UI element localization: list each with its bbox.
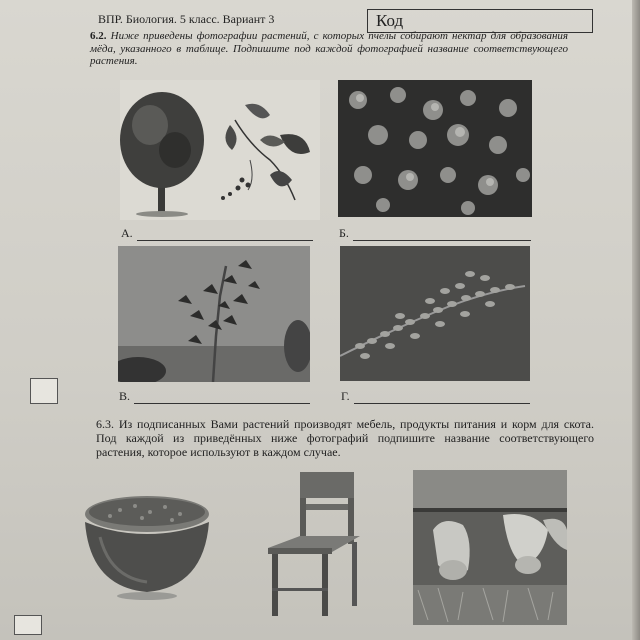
answer-v-field[interactable] (134, 393, 310, 404)
answer-a-field[interactable] (137, 230, 313, 241)
task-6-3-number: 6.3. (96, 417, 114, 431)
answer-g (341, 389, 530, 404)
answer-a (121, 226, 313, 241)
task-6-2-text (90, 30, 568, 68)
answer-v-label: В. (119, 389, 131, 403)
photo-buckwheat (118, 246, 310, 382)
score-box-6-3[interactable] (14, 615, 42, 635)
task-6-2-body: Ниже приведены фотографии растений, с которых пчёлы собирают нектар для образования мёда, указанного в таблице. Подпишите под каждой фотографией название соответствующего растения. (90, 30, 569, 67)
answer-a-label: А. (121, 226, 133, 240)
photo-clover (338, 80, 532, 217)
task-6-2-number: 6.2. (90, 30, 107, 42)
photo-wooden-chair (266, 470, 364, 620)
answer-g-label: Г. (341, 389, 350, 403)
page-edge (632, 0, 640, 640)
answer-g-field[interactable] (354, 393, 530, 404)
task-6-3-text (96, 417, 594, 459)
score-box-6-2[interactable] (30, 378, 58, 404)
answer-v (119, 389, 310, 404)
photo-buckwheat-bowl (80, 492, 214, 602)
code-label: Код (376, 11, 404, 30)
photo-cows (413, 470, 567, 625)
answer-b-field[interactable] (353, 230, 531, 241)
answer-b-label: Б. (339, 226, 349, 240)
task-6-3-body: Из подписанных Вами растений производят мебель, продукты питания и корм для скота. Под каждой из приведённых ниже фотографий подпишите название соответствующего растения, которое используют в каждом случае. (96, 417, 594, 459)
photo-acacia (340, 246, 530, 381)
photo-linden-tree (120, 80, 320, 220)
page-header-title: ВПР. Биология. 5 класс. Вариант 3 (98, 12, 275, 26)
answer-b (339, 226, 531, 241)
